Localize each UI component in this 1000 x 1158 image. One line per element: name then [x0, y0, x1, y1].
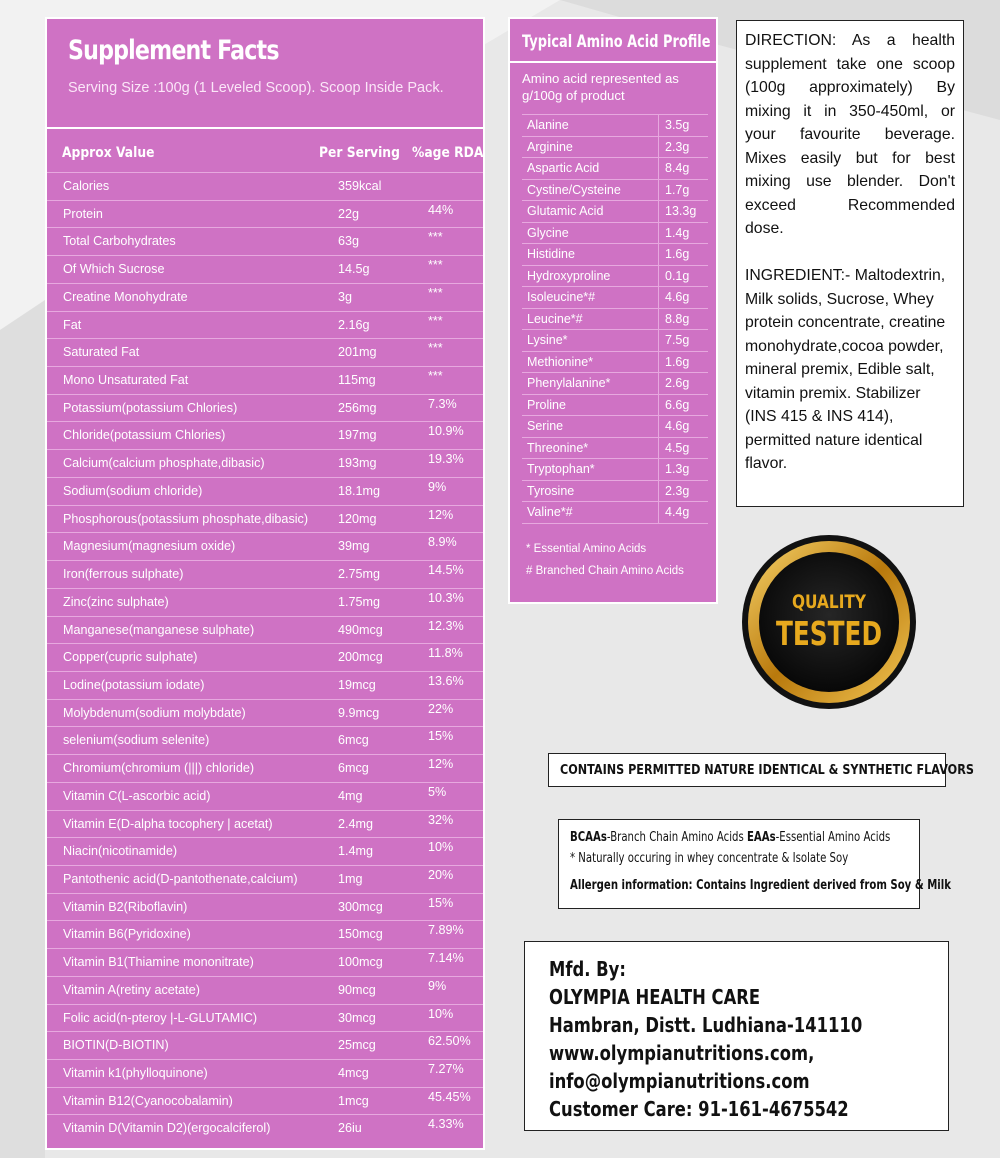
flavors-notice-box	[548, 753, 974, 787]
amino-acid-name: Leucine*#	[527, 311, 583, 326]
table-row	[522, 394, 708, 416]
ingredient-text: INGREDIENT:- Maltodextrin, Milk solids, Sucrose, Whey protein concentrate, creatine monohydrate,cocoa powder, mineral premix, Edible salt, vitamin premix. Stabilizer (INS 415 & INS 414), permitted nature identical flavor.	[745, 267, 946, 472]
nutrient-name: Vitamin B2(Riboflavin)	[63, 899, 188, 914]
nutrient-name: BIOTIN(D-BIOTIN)	[63, 1038, 169, 1053]
naturally-occurring-note: * Naturally occuring in whey concentrate & Isolate Soy	[570, 851, 849, 866]
table-row	[522, 372, 708, 394]
per-serving-value: 359kcal	[338, 179, 382, 193]
rda-value: 45.45%	[428, 1089, 471, 1104]
nutrient-name: Vitamin B6(Pyridoxine)	[63, 927, 191, 942]
table-row	[522, 179, 708, 201]
rda-value: 7.27%	[428, 1062, 464, 1076]
per-serving-value: 100mcg	[338, 955, 383, 970]
per-serving-value: 1mg	[338, 871, 363, 886]
table-row	[47, 754, 483, 782]
table-row	[47, 837, 483, 865]
amino-acid-value: 4.4g	[665, 505, 690, 519]
amino-acid-name: Cystine/Cysteine	[527, 182, 621, 197]
nutrient-name: Phosphorous(potassium phosphate,dibasic)	[63, 511, 309, 526]
per-serving-value: 490mcg	[338, 622, 383, 637]
rda-value: 11.8%	[428, 646, 463, 661]
per-serving-value: 201mg	[338, 345, 377, 360]
amino-acid-value: 4.5g	[665, 440, 690, 455]
column-divider	[658, 502, 659, 523]
table-row	[47, 1004, 483, 1032]
amino-acid-value: 1.7g	[665, 182, 690, 197]
per-serving-value: 193mg	[338, 456, 377, 471]
table-row	[47, 1087, 483, 1115]
table-row	[522, 114, 708, 136]
nutrient-name: Magnesium(magnesium oxide)	[63, 539, 236, 554]
rda-value: 9%	[428, 479, 447, 494]
rda-value: 12.3%	[428, 618, 464, 633]
per-serving-value: 22g	[338, 206, 360, 221]
rda-value: 5%	[428, 784, 447, 799]
amino-acid-value: 6.6g	[665, 397, 690, 412]
per-serving-value: 25mcg	[338, 1038, 376, 1053]
column-divider	[658, 352, 659, 373]
column-divider	[658, 158, 659, 179]
rda-value: 32%	[428, 812, 454, 827]
rda-value: ***	[428, 230, 443, 245]
table-row	[47, 255, 483, 283]
nutrient-name: Vitamin B12(Cyanocobalamin)	[63, 1093, 233, 1108]
amino-acid-value: 2.3g	[665, 139, 690, 154]
table-row	[522, 458, 708, 480]
table-row	[47, 532, 483, 560]
table-row	[522, 437, 708, 459]
nutrient-name: Chromium(chromium (|||) chloride)	[63, 761, 255, 776]
amino-acid-name: Proline	[527, 397, 566, 412]
table-row	[47, 810, 483, 838]
bcaa-note: # Branched Chain Amino Acids	[526, 565, 684, 577]
amino-acid-name: Arginine	[527, 139, 573, 154]
rda-value: 10%	[428, 840, 454, 855]
nutrient-name: Vitamin A(retiny acetate)	[63, 982, 200, 997]
column-divider	[658, 287, 659, 308]
column-divider	[658, 373, 659, 394]
per-serving-value: 4mg	[338, 788, 363, 803]
nutrient-name: Niacin(nicotinamide)	[63, 844, 178, 859]
table-row	[47, 227, 483, 255]
rda-value: ***	[428, 285, 443, 300]
table-row	[47, 1031, 483, 1059]
column-divider	[658, 459, 659, 480]
table-row	[47, 726, 483, 754]
table-row	[47, 1114, 483, 1142]
amino-acid-value: 4.6g	[665, 290, 690, 304]
table-row	[47, 893, 483, 921]
supplement-facts-title: Supplement Facts	[68, 35, 279, 66]
amino-acid-name: Histidine	[527, 247, 575, 261]
per-serving-value: 14.5g	[338, 262, 370, 277]
nutrient-name: Total Carbohydrates	[63, 234, 176, 249]
column-divider	[658, 115, 659, 136]
per-serving-value: 6mcg	[338, 733, 369, 748]
amino-acid-name: Tyrosine	[527, 483, 575, 498]
amino-acid-panel	[508, 17, 718, 604]
nutrient-name: Folic acid(n-pteroy |-L-GLUTAMIC)	[63, 1010, 258, 1025]
table-row	[47, 588, 483, 616]
amino-acid-name: Phenylalanine*	[527, 376, 611, 390]
amino-acid-name: Aspartic Acid	[527, 161, 600, 175]
per-serving-value: 2.16g	[338, 317, 370, 332]
column-divider	[658, 438, 659, 459]
per-serving-value: 2.4mg	[338, 816, 374, 831]
bcaa-abbr: BCAAs	[570, 830, 607, 845]
amino-acid-table	[522, 114, 708, 524]
table-row	[47, 394, 483, 422]
table-row	[47, 560, 483, 588]
amino-acid-value: 0.1g	[665, 268, 690, 283]
table-row	[522, 501, 708, 523]
table-row	[522, 222, 708, 244]
rda-value: 4.33%	[428, 1117, 464, 1132]
rda-value: 62.50%	[428, 1034, 471, 1049]
per-serving-value: 120mg	[338, 511, 377, 526]
nutrient-name: Vitamin E(D-alpha tocophery | acetat)	[63, 816, 273, 831]
rda-value: 15%	[428, 729, 454, 744]
manufacturer-address: Hambran, Distt. Ludhiana-141110	[549, 1013, 863, 1037]
manufacturer-website: www.olympianutritions.com,	[549, 1041, 815, 1065]
rda-value: 13.6%	[428, 673, 464, 688]
rda-value: ***	[428, 313, 443, 328]
nutrient-name: selenium(sodium selenite)	[63, 733, 210, 748]
flavors-notice: CONTAINS PERMITTED NATURE IDENTICAL & SYNTHETIC FLAVORS	[560, 762, 974, 778]
per-serving-value: 18.1mg	[338, 483, 381, 498]
column-header-rda: %age RDA	[412, 145, 484, 161]
divider	[47, 127, 483, 129]
direction-line: mixing it in 350-450ml, or	[745, 102, 955, 120]
direction-line: exceed Recommended	[745, 196, 955, 214]
per-serving-value: 6mcg	[338, 761, 369, 776]
nutrient-name: Molybdenum(sodium molybdate)	[63, 705, 246, 720]
direction-line: DIRECTION: As a health	[745, 32, 955, 49]
nutrient-name: Vitamin D(Vitamin D2)(ergocalciferol)	[63, 1121, 271, 1136]
direction-line: Mixes easily but for best	[745, 149, 955, 167]
rda-value: ***	[428, 341, 443, 356]
direction-line: mixing use blender. Don't	[745, 173, 955, 190]
bcaa-text: -Branch Chain Amino Acids	[606, 830, 744, 845]
manufacturer-email: info@olympianutritions.com	[549, 1069, 810, 1093]
table-row	[522, 415, 708, 437]
amino-acid-name: Lysine*	[527, 333, 568, 347]
amino-acid-name: Alanine	[527, 118, 569, 132]
direction-line: supplement take one scoop	[745, 55, 955, 73]
nutrient-name: Saturated Fat	[63, 345, 140, 360]
nutrient-name: Iron(ferrous sulphate)	[63, 567, 184, 582]
amino-acid-value: 2.3g	[665, 483, 690, 498]
amino-acid-name: Glycine	[527, 225, 569, 240]
badge-text-quality: QUALITY	[792, 591, 867, 613]
per-serving-value: 3g	[338, 289, 353, 304]
rda-value: ***	[428, 369, 443, 384]
rda-value: 19.3%	[428, 452, 464, 467]
table-row	[47, 338, 483, 366]
rda-value: 10.9%	[428, 424, 464, 439]
nutrient-name: Calories	[63, 179, 110, 193]
per-serving-value: 30mcg	[338, 1010, 376, 1025]
amino-acid-value: 4.6g	[665, 419, 690, 433]
bcaa-info-box	[558, 819, 951, 909]
nutrient-name: Manganese(manganese sulphate)	[63, 622, 255, 637]
per-serving-value: 1mcg	[338, 1093, 369, 1108]
rda-value: 22%	[428, 701, 454, 716]
nutrient-name: Sodium(sodium chloride)	[63, 483, 203, 498]
nutrient-name: Vitamin k1(phylloquinone)	[63, 1066, 208, 1080]
serving-size: Serving Size :100g (1 Leveled Scoop). Scoop Inside Pack.	[68, 80, 444, 96]
quality-tested-badge	[741, 534, 917, 710]
column-divider	[658, 201, 659, 222]
column-divider	[658, 137, 659, 158]
column-divider	[658, 309, 659, 330]
rda-value: 12%	[428, 507, 454, 522]
nutrient-name: Lodine(potassium iodate)	[63, 677, 205, 692]
amino-acid-name: Glutamic Acid	[527, 204, 604, 218]
eaa-text: -Essential Amino Acids	[775, 830, 891, 845]
rda-value: 15%	[428, 895, 454, 910]
table-row	[47, 948, 483, 976]
table-row	[522, 286, 708, 308]
column-divider	[658, 330, 659, 351]
amino-acid-value: 7.5g	[665, 333, 690, 347]
per-serving-value: 90mcg	[338, 982, 376, 997]
per-serving-value: 197mg	[338, 428, 377, 443]
amino-acid-value: 13.3g	[665, 204, 697, 218]
column-divider	[658, 395, 659, 416]
divider	[510, 61, 716, 63]
table-row	[522, 265, 708, 287]
per-serving-value: 1.4mg	[338, 844, 374, 859]
table-row	[47, 865, 483, 893]
column-divider	[658, 481, 659, 502]
column-header-approx-value: Approx Value	[62, 145, 155, 161]
per-serving-value: 9.9mcg	[338, 705, 380, 720]
per-serving-value: 1.75mg	[338, 594, 381, 609]
table-row	[522, 157, 708, 179]
amino-acid-name: Hydroxyproline	[527, 268, 611, 283]
rda-value: 10.3%	[428, 590, 464, 605]
column-divider	[658, 244, 659, 265]
amino-acid-name: Isoleucine*#	[527, 290, 596, 304]
amino-profile-title: Typical Amino Acid Profile	[522, 32, 711, 52]
rda-value: 14.5%	[428, 563, 464, 578]
direction-line: (100g approximately) By	[745, 79, 955, 96]
per-serving-value: 200mcg	[338, 650, 383, 665]
customer-care: Customer Care: 91-161-4675542	[549, 1097, 849, 1121]
bcaa-definitions	[570, 830, 890, 845]
nutrient-name: Mono Unsaturated Fat	[63, 373, 189, 388]
supplement-facts-table	[47, 172, 483, 1142]
allergen-info: Allergen information: Contains Ingredient derived from Soy & Milk	[570, 878, 951, 893]
manufacturer-name: OLYMPIA HEALTH CARE	[549, 985, 761, 1009]
rda-value: 7.3%	[428, 396, 457, 411]
table-row	[47, 699, 483, 727]
essential-amino-note: * Essential Amino Acids	[526, 543, 647, 555]
eaa-abbr: EAAs	[746, 830, 776, 845]
rda-value: 20%	[428, 867, 454, 882]
badge-text-tested: TESTED	[776, 614, 882, 653]
nutrient-name: Fat	[63, 317, 82, 332]
table-row	[47, 421, 483, 449]
table-row	[47, 200, 483, 228]
nutrient-name: Vitamin B1(Thiamine mononitrate)	[63, 955, 254, 970]
per-serving-value: 2.75mg	[338, 567, 381, 582]
mfd-label: Mfd. By:	[549, 957, 626, 981]
per-serving-value: 4mcg	[338, 1066, 369, 1080]
rda-value: 7.89%	[428, 923, 464, 938]
table-row	[522, 243, 708, 265]
rda-value: 9%	[428, 978, 447, 993]
table-row	[47, 643, 483, 671]
rda-value: 7.14%	[428, 951, 464, 966]
nutrient-name: Chloride(potassium Chlories)	[63, 428, 226, 443]
column-header-per-serving: Per Serving	[319, 145, 400, 161]
table-row	[47, 283, 483, 311]
per-serving-value: 19mcg	[338, 677, 376, 692]
per-serving-value: 115mg	[338, 373, 376, 388]
table-row	[47, 1059, 483, 1087]
table-row	[522, 329, 708, 351]
nutrient-name: Calcium(calcium phosphate,dibasic)	[63, 456, 265, 471]
amino-acid-value: 2.6g	[665, 376, 690, 390]
amino-acid-value: 3.5g	[665, 118, 690, 132]
nutrient-name: Pantothenic acid(D-pantothenate,calcium)	[63, 871, 298, 886]
table-row	[522, 200, 708, 222]
amino-acid-value: 8.4g	[665, 161, 690, 175]
rda-value: 10%	[428, 1006, 454, 1021]
column-divider	[658, 180, 659, 201]
nutrient-name: Of Which Sucrose	[63, 262, 165, 277]
nutrient-name: Copper(cupric sulphate)	[63, 650, 198, 665]
amino-acid-name: Threonine*	[527, 440, 589, 455]
rda-value: 12%	[428, 757, 454, 772]
amino-acid-name: Valine*#	[527, 505, 573, 519]
column-divider	[658, 266, 659, 287]
amino-acid-value: 1.6g	[665, 354, 690, 369]
manufacturer-box	[524, 941, 949, 1131]
per-serving-value: 26iu	[338, 1121, 362, 1136]
table-row	[47, 920, 483, 948]
nutrient-name: Creatine Monohydrate	[63, 289, 188, 304]
direction-line: your favourite beverage.	[745, 126, 955, 143]
direction-box	[736, 20, 964, 507]
table-row	[47, 449, 483, 477]
column-divider	[658, 416, 659, 437]
per-serving-value: 300mcg	[338, 899, 383, 914]
nutrient-name: Zinc(zinc sulphate)	[63, 594, 169, 609]
table-row	[47, 616, 483, 644]
amino-acid-value: 1.4g	[665, 225, 690, 240]
direction-text	[745, 29, 955, 217]
amino-acid-name: Tryptophan*	[527, 462, 595, 476]
table-row	[47, 782, 483, 810]
table-row	[522, 136, 708, 158]
rda-value: 8.9%	[428, 535, 457, 550]
nutrient-name: Vitamin C(L-ascorbic acid)	[63, 788, 211, 803]
amino-acid-name: Methionine*	[527, 354, 594, 369]
column-divider	[658, 223, 659, 244]
nutrient-name: Potassium(potassium Chlories)	[63, 400, 238, 415]
per-serving-value: 256mg	[338, 400, 377, 415]
table-row	[47, 671, 483, 699]
table-row	[47, 477, 483, 505]
rda-value: ***	[428, 258, 443, 273]
table-row	[47, 976, 483, 1004]
table-row	[522, 308, 708, 330]
table-row	[47, 366, 483, 394]
rda-value: 44%	[428, 202, 454, 217]
table-row	[47, 311, 483, 339]
amino-profile-subtitle: Amino acid represented as g/100g of product	[522, 71, 679, 103]
supplement-facts-panel	[45, 17, 485, 1150]
table-row	[522, 480, 708, 502]
per-serving-value: 63g	[338, 234, 360, 249]
per-serving-value: 39mg	[338, 539, 370, 554]
amino-acid-value: 8.8g	[665, 311, 690, 326]
amino-acid-name: Serine	[527, 419, 564, 433]
amino-acid-value: 1.3g	[665, 462, 690, 476]
table-row	[47, 505, 483, 533]
table-row	[522, 351, 708, 373]
amino-acid-value: 1.6g	[665, 247, 690, 261]
per-serving-value: 150mcg	[338, 927, 383, 942]
table-row	[47, 172, 483, 200]
direction-last-line: dose.	[745, 220, 784, 237]
nutrient-name: Protein	[63, 206, 103, 221]
